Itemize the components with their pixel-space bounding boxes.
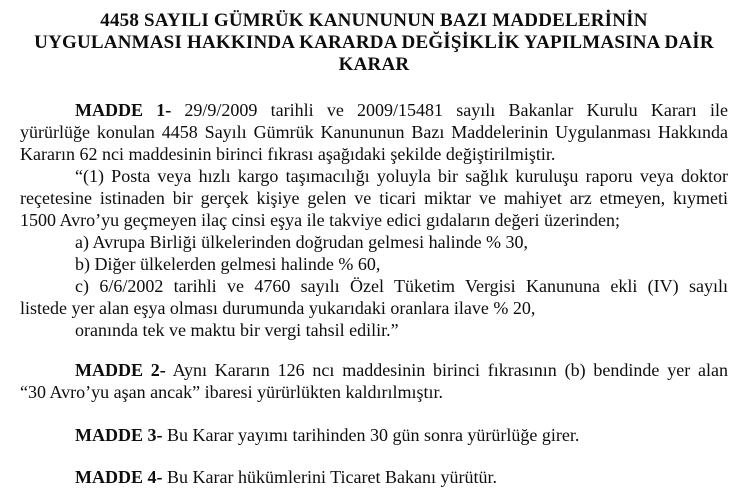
quoted-paragraph-line-1: “(1) Posta veya hızlı kargo taşımacılığı yoluyla bir sağlık kuruluşu raporu veya doktor xyxy=(75,166,728,186)
article-4-line xyxy=(20,466,728,488)
article-1-line-1-text: 29/9/2009 tarihli ve 2009/15481 sayılı Bakanlar Kurulu Kararı ile xyxy=(184,100,728,120)
article-2-line-1 xyxy=(20,359,728,381)
quoted-paragraph-line-3: 1500 Avro’yu geçmeyen ilaç cinsi eşya ile takviye edici gıdaların değeri üzerinden; xyxy=(20,210,620,230)
article-1-line-2: yürürlüğe konulan 4458 Sayılı Gümrük Kanununun Bazı Maddelerinin Uygulanması Hakkında xyxy=(20,122,728,142)
article-3-line xyxy=(20,424,728,446)
closing-line: oranında tek ve maktu bir vergi tahsil edilir.” xyxy=(75,320,399,340)
article-2-label: MADDE 2- xyxy=(75,360,166,380)
article-2-line-2: “30 Avro’yu aşan ancak” ibaresi yürürlükten kaldırılmıştır. xyxy=(20,382,444,402)
article-3 xyxy=(20,424,728,446)
document-title xyxy=(20,10,728,76)
article-1-label: MADDE 1- xyxy=(75,100,172,120)
article-3-text: Bu Karar yayımı tarihinden 30 gün sonra yürürlüğe girer. xyxy=(167,425,580,445)
rate-list xyxy=(20,231,728,341)
title-line-1: 4458 SAYILI GÜMRÜK KANUNUNUN BAZI MADDELERİNİN xyxy=(100,10,648,31)
title-line-2: UYGULANMASI HAKKINDA KARARDA DEĞİŞİKLİK YAPILMASINA DAİR xyxy=(34,32,714,53)
article-1-line-3: Kararın 62 nci maddesinin birinci fıkrası aşağıdaki şekilde değiştirilmiştir. xyxy=(20,144,556,164)
title-line-3: KARAR xyxy=(338,54,410,75)
quoted-paragraph-line-2: reçetesine istinaden bir gerçek kişiye gelen ve ticari miktar ve mahiyet arz etmeyen, kıymeti xyxy=(20,188,728,208)
list-item-b: b) Diğer ülkelerden gelmesi halinde % 60, xyxy=(75,254,381,274)
article-4-label: MADDE 4- xyxy=(75,467,163,487)
article-4-text: Bu Karar hükümlerini Ticaret Bakanı yürütür. xyxy=(167,467,497,487)
list-item-a: a) Avrupa Birliği ülkelerinden doğrudan gelmesi halinde % 30, xyxy=(75,232,529,252)
article-1 xyxy=(20,99,728,165)
article-2 xyxy=(20,359,728,403)
article-3-label: MADDE 3- xyxy=(75,425,163,445)
quoted-paragraph xyxy=(20,165,728,231)
list-item-c-line-2: listede yer alan eşya olması durumunda yukarıdaki oranlara ilave % 20, xyxy=(20,298,536,318)
list-item-c-line-1: c) 6/6/2002 tarihli ve 4760 sayılı Özel Tüketim Vergisi Kanununa ekli (IV) sayılı xyxy=(75,276,728,296)
article-1-line-1 xyxy=(20,99,728,121)
article-2-line-1-text: Aynı Kararın 126 ncı maddesinin birinci fıkrasının (b) bendinde yer alan xyxy=(172,360,728,380)
article-4 xyxy=(20,466,728,488)
